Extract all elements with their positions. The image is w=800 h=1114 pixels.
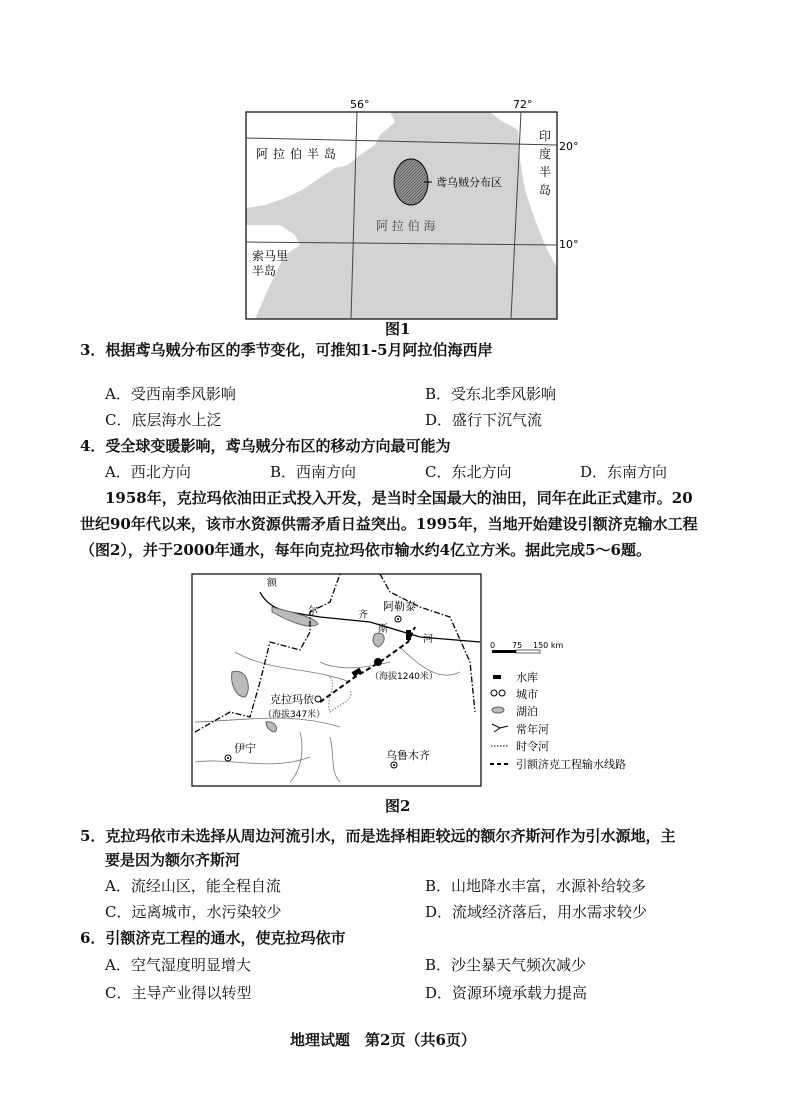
india-label-1: 印 — [539, 129, 552, 143]
scale-label-0: 0 — [490, 641, 496, 650]
india-label-3: 半 — [539, 165, 552, 179]
figure2-caption: 图2 — [385, 797, 411, 815]
legend-reservoir: 水库 — [516, 671, 538, 684]
river-label-er: 尔 — [308, 606, 318, 617]
scale-label-75: 75 — [512, 641, 523, 650]
legend-seasonal-river: 时令河 — [516, 740, 549, 753]
q3-option-b: B．受东北季风影响 — [425, 385, 557, 403]
q3-option-c: C．底层海水上泛 — [105, 411, 222, 429]
squid-distribution-area — [394, 159, 428, 205]
legend-transfer-route: 引额济克工程输水线路 — [516, 758, 626, 771]
q5-stem-line-1: 5．克拉玛依市未选择从周边河流引水，而是选择相距较远的额尔齐斯河作为引水源地，主 — [80, 827, 676, 845]
india-label-4: 岛 — [539, 183, 552, 197]
river-label-he: 河 — [423, 634, 433, 645]
river-label-qi: 齐 — [358, 610, 368, 621]
q6-option-d: D．资源环境承载力提高 — [425, 984, 588, 1002]
q6-option-c: C．主导产业得以转型 — [105, 984, 252, 1002]
city-label-karamay: 克拉玛依 — [270, 693, 314, 706]
india-label-2: 度 — [539, 147, 552, 161]
river-label-si: 斯 — [378, 624, 388, 635]
arabian-peninsula-label: 阿拉伯半岛 — [256, 147, 342, 161]
q6-option-a: A．空气湿度明显增大 — [105, 956, 251, 974]
city-label-urumqi: 乌鲁木齐 — [386, 749, 430, 762]
lon-label-56: 56° — [350, 98, 370, 111]
lat-label-20: 20° — [559, 140, 579, 153]
q5-option-c: C．远离城市，水污染较少 — [105, 903, 282, 921]
q5-option-b: B．山地降水丰富，水源补给较多 — [425, 877, 647, 895]
legend-perennial-river: 常年河 — [516, 723, 549, 736]
city-label-aletai: 阿勒泰 — [383, 600, 416, 613]
lon-label-72: 72° — [513, 98, 533, 111]
q4-stem: 4．受全球变暖影响，鸢乌贼分布区的移动方向最可能为 — [80, 437, 451, 455]
figure1-caption: 图1 — [385, 320, 411, 338]
q4-option-b: B．西南方向 — [270, 463, 357, 481]
q4-option-d: D．东南方向 — [580, 463, 668, 481]
lat-label-10: 10° — [559, 238, 579, 251]
passage-line-3: （图2），并于2000年通水，每年向克拉玛依市输水约4亿立方米。据此完成5～6题。 — [80, 541, 651, 559]
reservoir — [406, 630, 411, 640]
squid-area-label: 鸢乌贼分布区 — [436, 176, 502, 189]
q5-option-a: A．流经山区，能全程自流 — [105, 877, 281, 895]
legend-city: 城市 — [516, 688, 538, 701]
q4-option-c: C．东北方向 — [425, 463, 512, 481]
q3-stem: 3．根据鸢乌贼分布区的季节变化，可推知1-5月阿拉伯海西岸 — [80, 341, 493, 359]
scale-bar — [490, 641, 563, 653]
q3-option-a: A．受西南季风影响 — [105, 385, 236, 403]
elevation-1240-label: （海拔1240米） — [370, 672, 438, 682]
legend-lake: 湖泊 — [516, 705, 538, 718]
figure2-map — [190, 572, 626, 790]
somali-label-1: 索马里 — [252, 249, 289, 263]
page-footer: 地理试题 第2页（共6页） — [290, 1031, 476, 1049]
elevation-347-label: （海拔347米） — [263, 710, 326, 720]
somali-label-2: 半岛 — [252, 264, 277, 278]
passage-line-1: 1958年，克拉玛依油田正式投入开发，是当时全国最大的油田，同年在此正式建市。20 — [105, 489, 693, 507]
city-label-yining: 伊宁 — [234, 742, 256, 755]
q3-option-d: D．盛行下沉气流 — [425, 411, 543, 429]
arabian-sea-label: 阿 拉 伯 海 — [376, 219, 436, 233]
figure1-map — [240, 90, 580, 321]
q4-option-a: A．西北方向 — [105, 463, 191, 481]
q6-option-b: B．沙尘暴天气频次减少 — [425, 956, 587, 974]
elevation-point — [374, 658, 382, 666]
river-label-e: 额 — [267, 578, 277, 589]
scale-label-150: 150 km — [533, 641, 564, 650]
legend — [490, 670, 626, 771]
passage-line-2: 世纪90年代以来，该市水资源供需矛盾日益突出。1995年，当地开始建设引额济克输水工程 — [80, 515, 698, 533]
q6-stem: 6．引额济克工程的通水，使克拉玛依市 — [80, 929, 346, 947]
q5-stem-line-2: 要是因为额尔齐斯河 — [105, 851, 241, 869]
q5-option-d: D．流域经济落后，用水需求较少 — [425, 903, 648, 921]
